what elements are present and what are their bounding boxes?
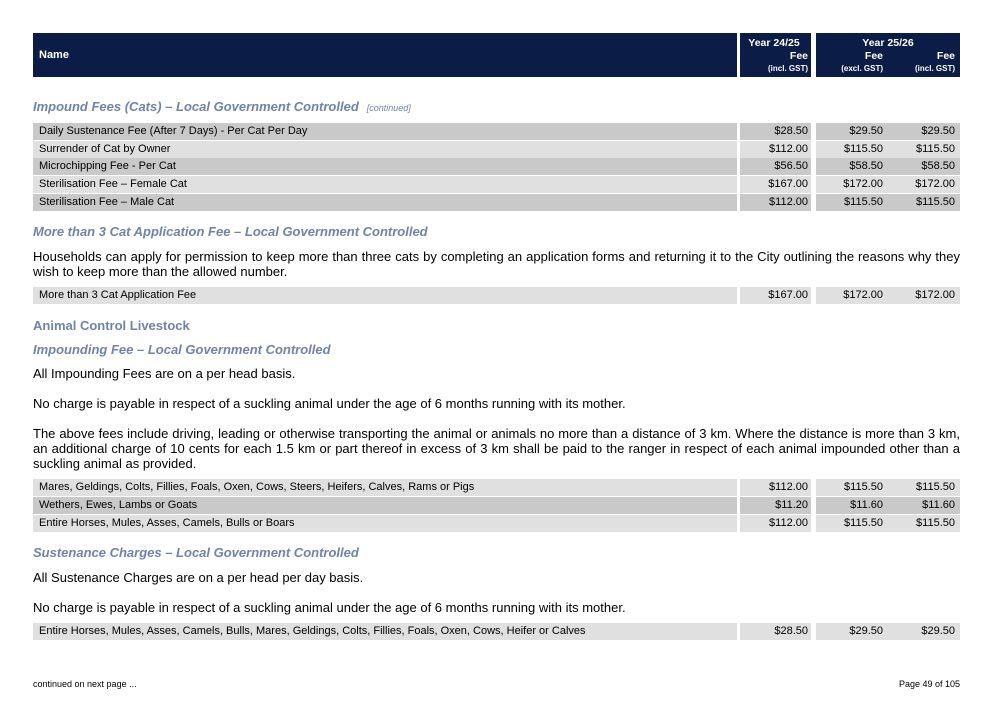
row-fee-25-26-incl: $115.50 [888,141,960,158]
footer-page-number: Page 49 of 105 [898,679,960,689]
row-fee-24-25: $112.00 [740,479,811,496]
row-fee-24-25: $28.50 [740,623,811,640]
row-name: Mares, Geldings, Colts, Fillies, Foals, Oxen, Cows, Steers, Heifers, Calves, Rams or Pigs [33,479,737,496]
row-fee-25-26-excl: $115.50 [816,479,888,496]
table-row [33,497,960,514]
row-fee-24-25: $11.20 [740,497,811,514]
header-year-25-26-fee-excl: Fee [864,50,883,62]
header-year-25-26 [816,33,960,77]
table-row [33,176,960,193]
paragraph-impounding-3: The above fees include driving, leading or otherwise transporting the animal or animals no more than a distance of 3 km. Where the distance is more than 3 km, an additional charge of 10 cents for each 1.5 km or part thereof in excess of 3 km shall be paid to the ranger in respect of each animal impounded other than a suckling animal as provided. [33,426,960,471]
header-year-25-26-incl-gst: (incl. GST) [915,64,955,73]
row-fee-24-25: $112.00 [740,515,811,532]
row-fee-25-26-incl: $172.00 [888,287,960,304]
row-fee-25-26-excl: $115.50 [816,194,888,211]
row-fee-25-26-excl: $172.00 [816,287,888,304]
row-fee-25-26-incl: $29.50 [888,123,960,140]
heading-animal-control-livestock: Animal Control Livestock [33,318,190,333]
header-year-24-25-label: Year 24/25 [748,37,800,49]
row-fee-25-26-excl: $115.50 [816,141,888,158]
section-title-sustenance: Sustenance Charges – Local Government Controlled [33,545,359,560]
row-name: Entire Horses, Mules, Asses, Camels, Bulls, Mares, Geldings, Colts, Fillies, Foals, Oxen, Cows, Heifer or Calves [33,623,737,640]
row-name: Sterilisation Fee – Female Cat [33,176,737,193]
paragraph-sustenance-2: No charge is payable in respect of a suckling animal under the age of 6 months running with its mother. [33,600,626,615]
row-fee-25-26-excl: $115.50 [816,515,888,532]
row-name: Entire Horses, Mules, Asses, Camels, Bulls or Boars [33,515,737,532]
row-fee-25-26-excl: $29.50 [816,123,888,140]
table-row [33,123,960,140]
header-year-25-26-fee-incl: Fee [936,50,955,62]
row-name: Microchipping Fee - Per Cat [33,158,737,175]
section-title-more-than-3-cats: More than 3 Cat Application Fee – Local Government Controlled [33,224,428,239]
table-row [33,479,960,496]
row-fee-24-25: $28.50 [740,123,811,140]
row-fee-25-26-incl: $115.50 [888,479,960,496]
section-title-impounding-fee: Impounding Fee – Local Government Controlled [33,342,331,357]
header-year-24-25 [740,33,811,77]
row-name: Surrender of Cat by Owner [33,141,737,158]
row-name: Sterilisation Fee – Male Cat [33,194,737,211]
row-fee-25-26-incl: $58.50 [888,158,960,175]
header-year-25-26-label: Year 25/26 [862,37,914,49]
table-row [33,623,960,640]
header-year-24-25-fee: Fee [789,50,808,62]
footer-continued: continued on next page ... [33,679,137,689]
section-title-impound-cats-text: Impound Fees (Cats) – Local Government Controlled [33,99,359,114]
row-fee-24-25: $112.00 [740,194,811,211]
paragraph-more-than-3-cats: Households can apply for permission to keep more than three cats by completing an application forms and returning it to the City outlining the reasons why they wish to keep more than the allowed number. [33,249,960,279]
row-fee-25-26-excl: $29.50 [816,623,888,640]
row-fee-25-26-incl: $172.00 [888,176,960,193]
row-fee-25-26-excl: $11.60 [816,497,888,514]
header-year-24-25-gst: (incl. GST) [768,64,808,73]
row-fee-24-25: $167.00 [740,176,811,193]
row-fee-24-25: $167.00 [740,287,811,304]
row-name: More than 3 Cat Application Fee [33,287,737,304]
table-row [33,158,960,175]
row-fee-25-26-excl: $172.00 [816,176,888,193]
row-name: Wethers, Ewes, Lambs or Goats [33,497,737,514]
row-name: Daily Sustenance Fee (After 7 Days) - Per Cat Per Day [33,123,737,140]
paragraph-impounding-1: All Impounding Fees are on a per head basis. [33,366,296,381]
table-row [33,515,960,532]
row-fee-25-26-excl: $58.50 [816,158,888,175]
row-fee-25-26-incl: $115.50 [888,194,960,211]
continued-note: [continued] [366,103,411,113]
table-row [33,287,960,304]
row-fee-24-25: $112.00 [740,141,811,158]
section-title-impound-cats [33,99,411,114]
header-year-25-26-excl-gst: (excl. GST) [841,64,883,73]
paragraph-sustenance-1: All Sustenance Charges are on a per head per day basis. [33,570,364,585]
row-fee-25-26-incl: $11.60 [888,497,960,514]
row-fee-25-26-incl: $29.50 [888,623,960,640]
row-fee-25-26-incl: $115.50 [888,515,960,532]
header-name: Name [33,33,737,77]
table-row [33,141,960,158]
paragraph-impounding-2: No charge is payable in respect of a suckling animal under the age of 6 months running with its mother. [33,396,626,411]
row-fee-24-25: $56.50 [740,158,811,175]
table-header [33,33,960,77]
table-row [33,194,960,211]
